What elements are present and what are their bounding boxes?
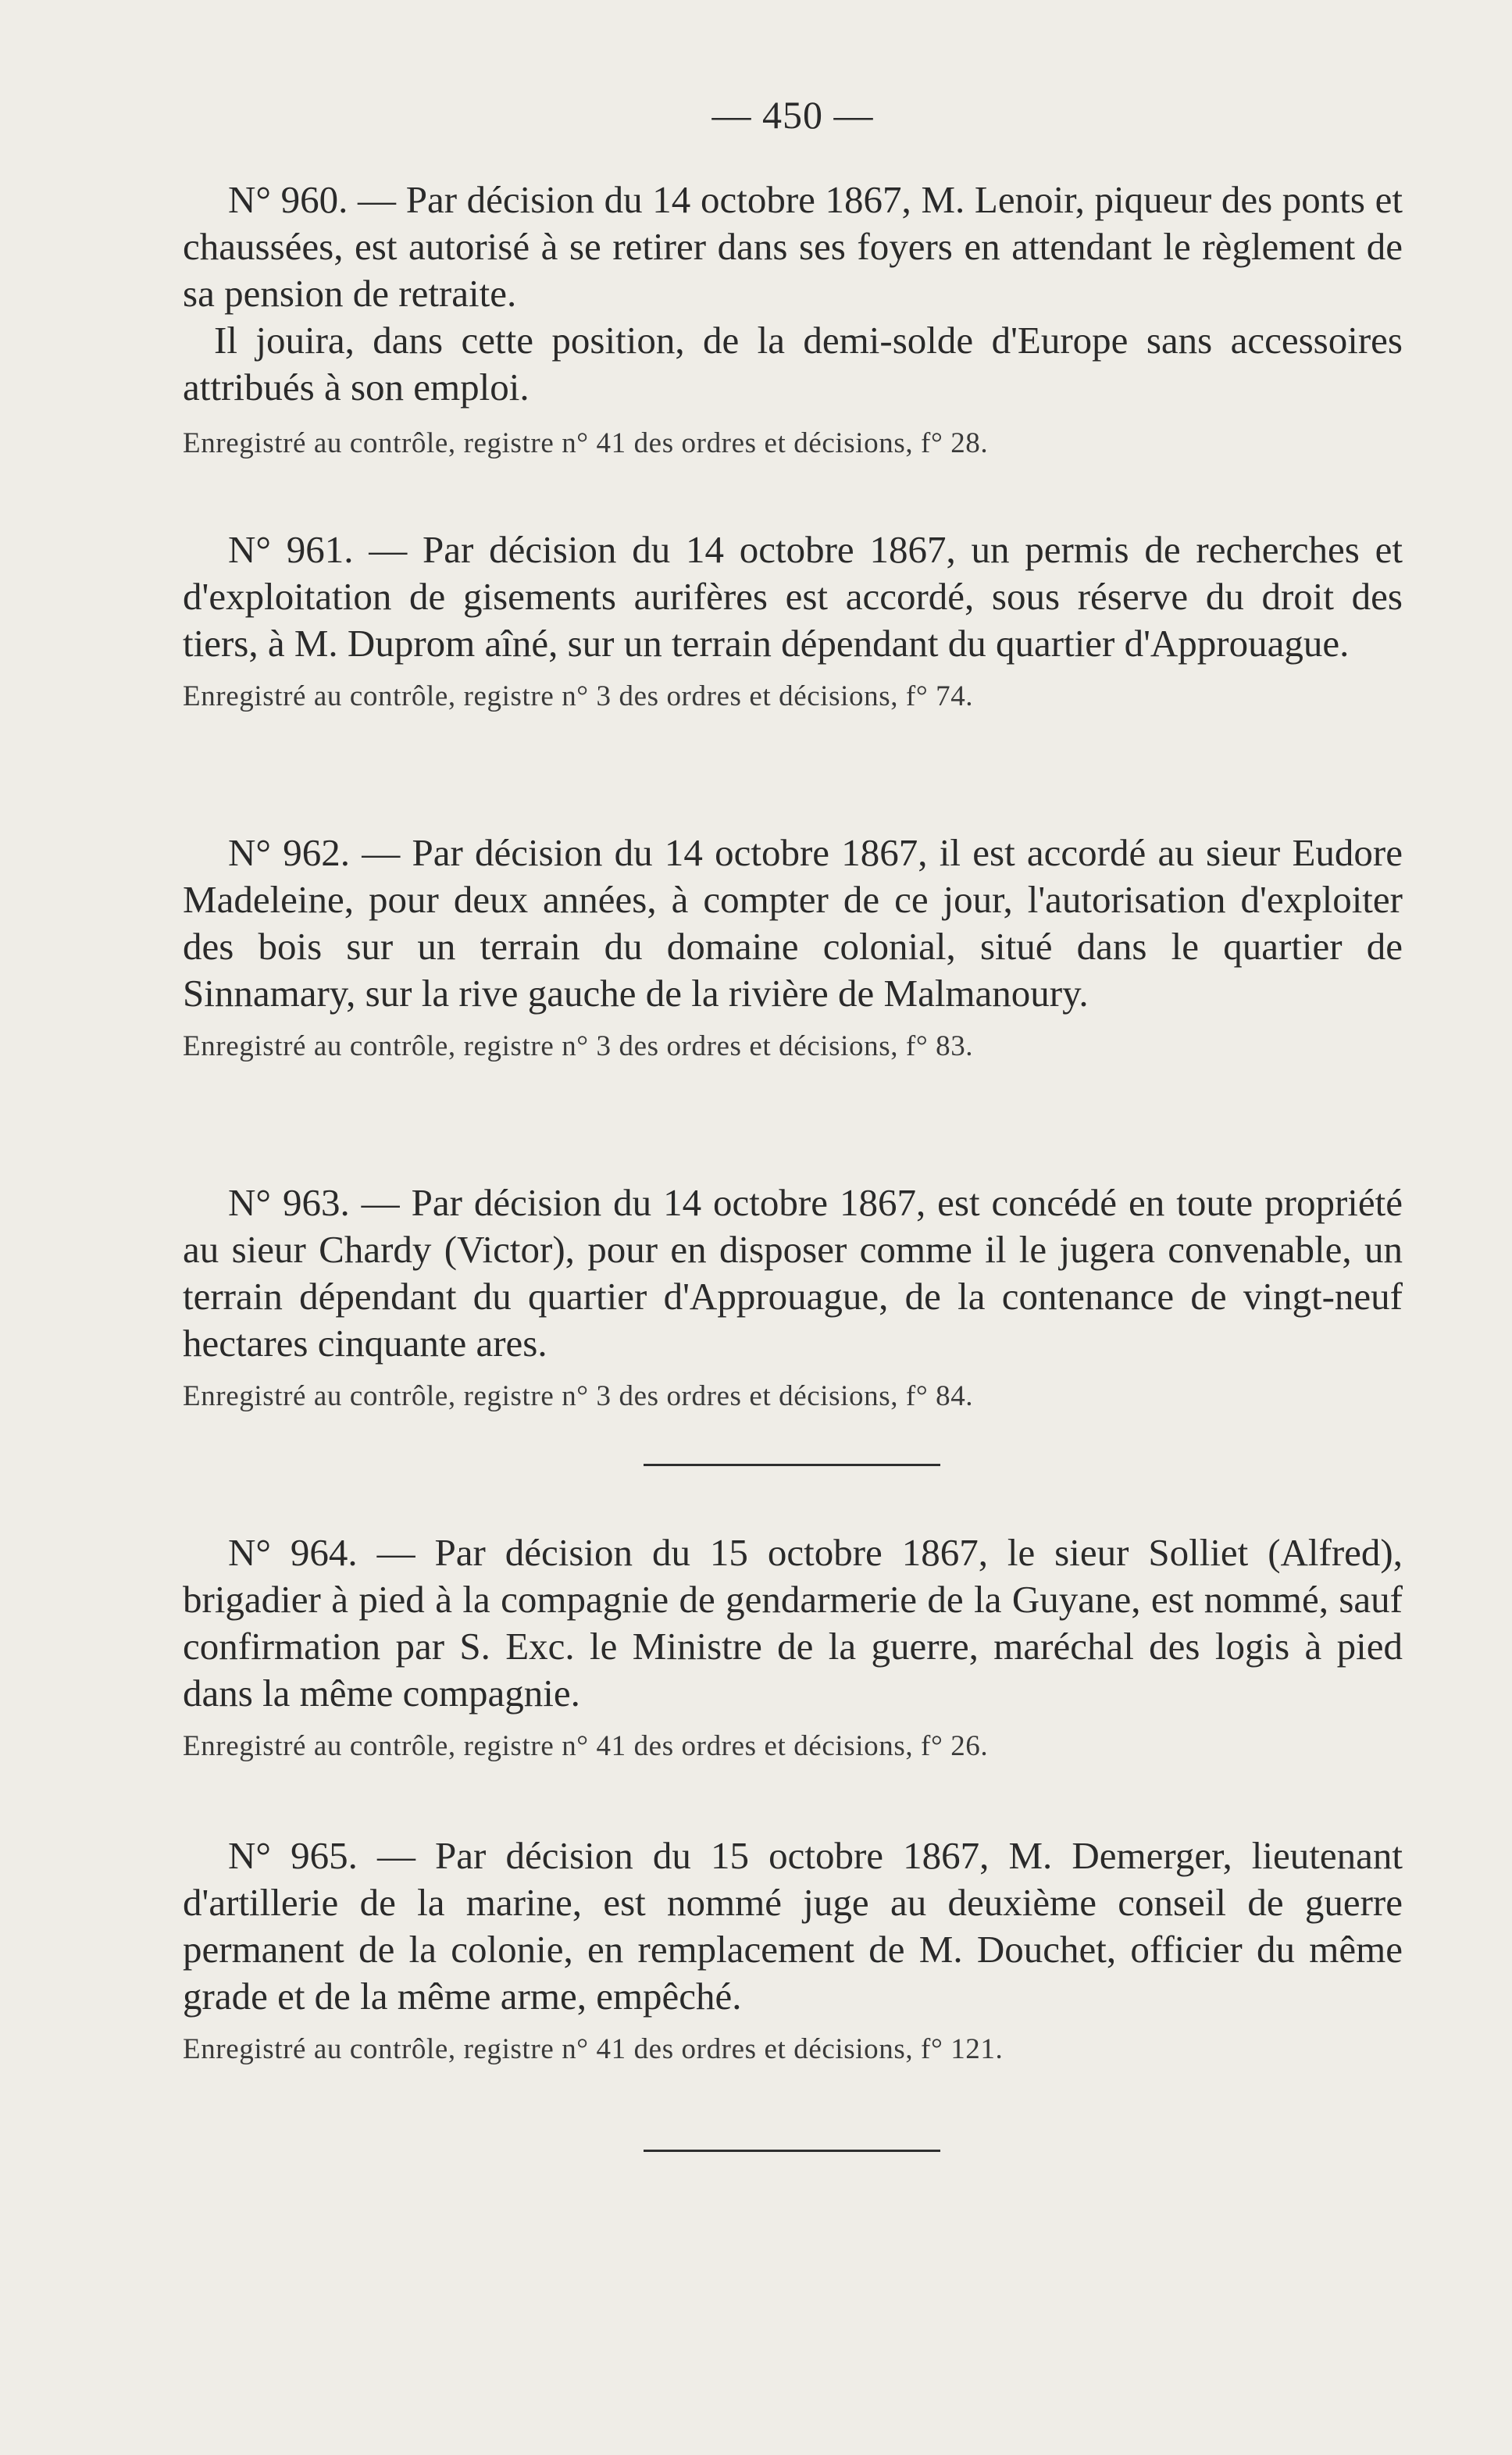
decision-entry-961 (183, 526, 1403, 715)
entry-body: N° 964. — Par décision du 15 octobre 1867, le sieur Solliet (Alfred), brigadier à pied à la compagnie de gendarmerie de la Guyane, est nommé, sauf confirmation par S. Exc. le Ministre de la guerre, maréchal des logis à pied dans la même compagnie. (183, 1531, 1403, 1715)
registration-note: Enregistré au contrôle, registre n° 41 des ordres et décisions, f° 28. (183, 427, 989, 459)
decision-entry-963 (183, 1179, 1403, 1415)
registration-note: Enregistré au contrôle, registre n° 3 des ordres et décisions, f° 83. (183, 1030, 974, 1062)
entry-body: N° 960. — Par décision du 14 octobre 1867, M. Lenoir, piqueur des ponts et chaussées, est autorisé à se retirer dans ses foyers en attendant le règlement de sa pension de retraite. (183, 178, 1403, 315)
entry-body-continued: Il jouira, dans cette position, de la demi-solde d'Europe sans accessoires attribués à son emploi. (183, 319, 1403, 409)
section-divider (644, 1464, 940, 1466)
registration-note: Enregistré au contrôle, registre n° 41 des ordres et décisions, f° 26. (183, 1730, 989, 1762)
registration-note: Enregistré au contrôle, registre n° 3 des ordres et décisions, f° 84. (183, 1380, 974, 1412)
registration-note: Enregistré au contrôle, registre n° 41 des ordres et décisions, f° 121. (183, 2033, 1004, 2065)
decision-entry-965 (183, 1832, 1403, 2068)
end-divider (644, 2150, 940, 2152)
entry-body: N° 961. — Par décision du 14 octobre 1867, un permis de recherches et d'exploitation de gisements aurifères est accordé, sous réserve du droit des tiers, à M. Duprom aîné, sur un terrain dépendant du quartier d'Approuague. (183, 528, 1403, 665)
entry-body: N° 962. — Par décision du 14 octobre 1867, il est accordé au sieur Eudore Madeleine, pour deux années, à compter de ce jour, l'autorisation d'exploiter des bois sur un terrain du domaine colonial, situé dans le quartier de Sinnamary, sur la rive gauche de la rivière de Malmanoury. (183, 831, 1403, 1015)
entry-body: N° 965. — Par décision du 15 octobre 1867, M. Demerger, lieutenant d'artillerie de la marine, est nommé juge au deuxième conseil de guerre permanent de la colonie, en remplacement de M. Douchet, officier du même grade et de la même arme, empêché. (183, 1834, 1403, 2018)
entry-body: N° 963. — Par décision du 14 octobre 1867, est concédé en toute propriété au sieur Chardy (Victor), pour en disposer comme il le jugera convenable, un terrain dépendant du quartier d'Approuague, de la contenance de vingt-neuf hectares cinquante ares. (183, 1181, 1403, 1365)
decision-entry-960 (183, 177, 1403, 462)
decision-entry-964 (183, 1529, 1403, 1765)
registration-note: Enregistré au contrôle, registre n° 3 des ordres et décisions, f° 74. (183, 680, 974, 712)
page-number: — 450 — (711, 93, 874, 137)
decision-entry-962 (183, 830, 1403, 1065)
